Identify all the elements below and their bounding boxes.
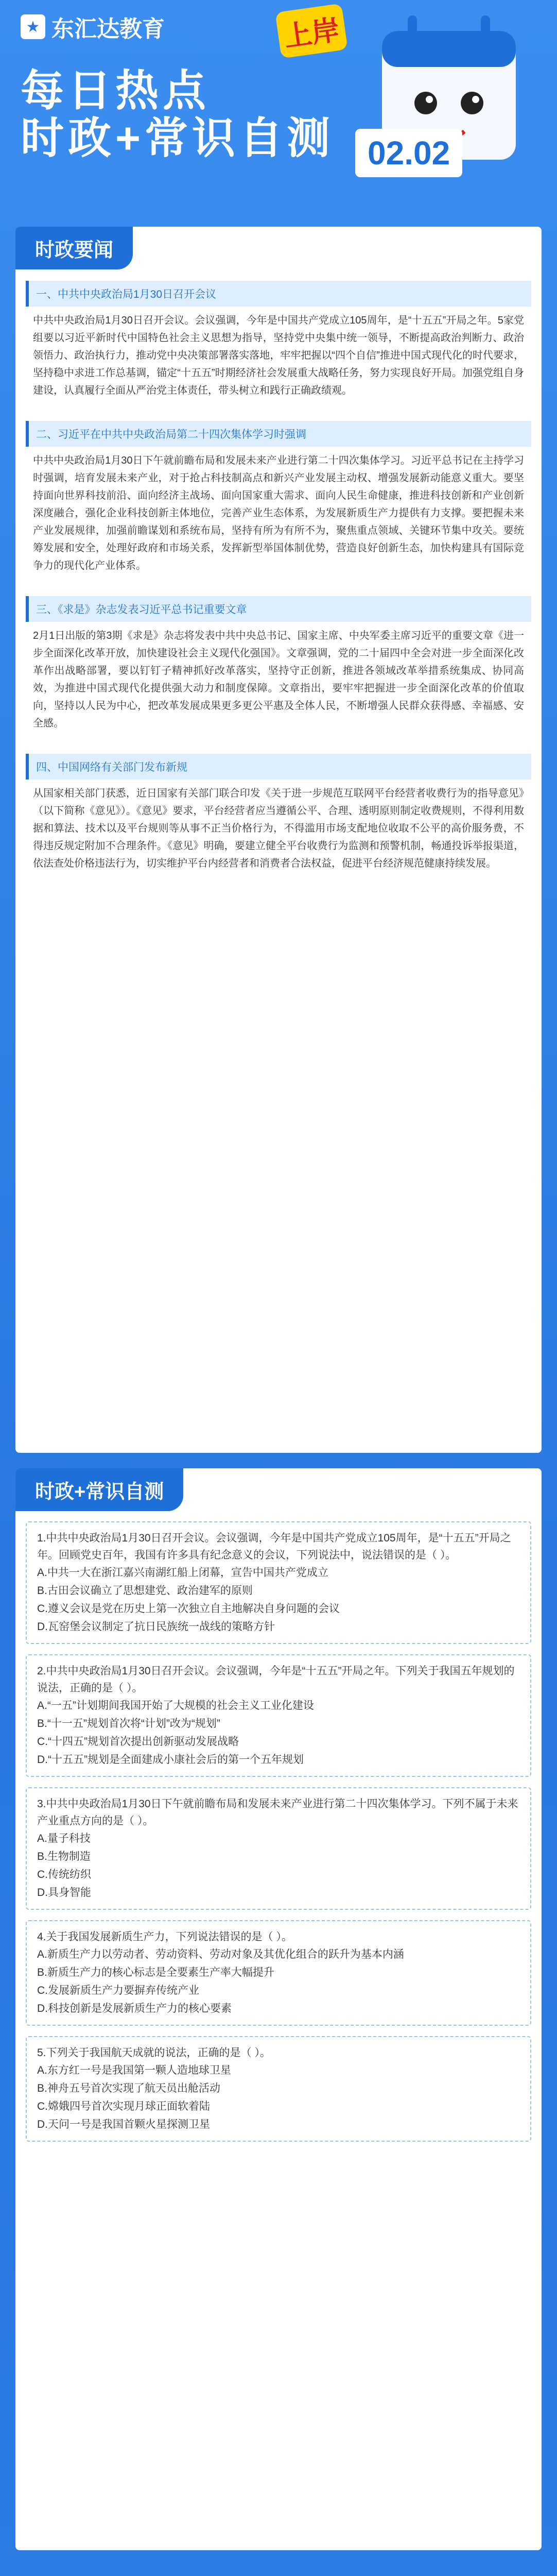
question-option: A.新质生产力以劳动者、劳动资料、劳动对象及其优化组合的跃升为基本内涵 [37, 1948, 404, 1960]
news-item [26, 754, 531, 883]
question-option: C.遵义会议是党在历史上第一次独立自主地解决自身问题的会议 [37, 1603, 340, 1615]
question-stem: 1.中共中央政治局1月30日召开会议。会议强调，今年是中国共产党成立105周年，是“十五五”开局之年。回顾党史百年，我国有许多具有纪念意义的会议，下列说法中，说法错误的是（ ）。 [37, 1532, 511, 1561]
question-option: A.量子科技 [37, 1833, 91, 1844]
question-option: D.具身智能 [37, 1887, 91, 1899]
question-option: B.“十一五”规划首次将“计划”改为“规划” [37, 1718, 220, 1730]
question-item [26, 1521, 531, 1644]
page-title [21, 67, 334, 162]
brand-name: 东汇达教育 [51, 16, 165, 42]
date-badge: 02.02 [355, 129, 462, 177]
question-stem: 3.中共中央政治局1月30日下午就前瞻布局和发展未来产业进行第二十四次集体学习。下列不属于未来产业重点方向的是（ ）。 [37, 1798, 518, 1827]
brand [21, 10, 165, 43]
news-section-title: 时政要闻 [15, 227, 133, 269]
header-banner [0, 0, 557, 222]
news-item-title: 四、中国网络有关部门发布新规 [26, 754, 531, 779]
news-item-title: 二、习近平在中共中央政治局第二十四次集体学习时强调 [26, 421, 531, 447]
question-stem: 5.下列关于我国航天成就的说法，正确的是（ ）。 [37, 2047, 271, 2059]
question-option: D.天问一号是我国首颗火星探测卫星 [37, 2119, 210, 2130]
news-item-title: 一、中共中央政治局1月30日召开会议 [26, 281, 531, 307]
question-option: C.传统纺织 [37, 1869, 91, 1880]
question-option: C.“十四五”规划首次提出创新驱动发展战略 [37, 1736, 239, 1748]
news-item-title: 三、《求是》杂志发表习近平总书记重要文章 [26, 596, 531, 622]
headline-line2: 时政+常识自测 [21, 114, 335, 163]
question-option: A.“一五”计划期间我国开始了大规模的社会主义工业化建设 [37, 1700, 314, 1711]
headline-line1: 每日热点 [21, 66, 211, 115]
news-item [26, 421, 531, 585]
news-item-body: 中共中央政治局1月30日召开会议。会议强调，今年是中国共产党成立105周年，是“十五五”开局之年。5家党组要以习近平新时代中国特色社会主义思想为指导，坚持党中央集中统一领导，不断提高政治判断力、政治领悟力、政治执行力，推动党中央决策部署落实落地，牢牢把握以“四个自信”推进中国式现代化的时代要求，坚持稳中求进工作总基调，锚定“十五五”时期经济社会发展重大战略任务，努力实现良好开局。加强党组自身建设，认真履行全面从严治党主体责任，带头树立和践行正确政绩观。 [33, 315, 524, 396]
question-stem: 2.中共中央政治局1月30日召开会议。会议强调，今年是“十五五”开局之年。下列关于我国五年规划的说法，正确的是（ ）。 [37, 1665, 515, 1694]
question-option: A.中共一大在浙江嘉兴南湖红船上闭幕，宣告中国共产党成立 [37, 1567, 328, 1579]
news-item [26, 596, 531, 742]
question-option: D.科技创新是发展新质生产力的核心要素 [37, 2003, 232, 2014]
question-option: D.“十五五”规划是全面建成小康社会后的第一个五年规划 [37, 1754, 304, 1766]
question-option: B.新质生产力的核心标志是全要素生产率大幅提升 [37, 1967, 274, 1978]
question-option: B.生物制造 [37, 1851, 91, 1862]
news-item-body: 2月1日出版的第3期《求是》杂志将发表中共中央总书记、国家主席、中央军委主席习近平的重要文章《进一步全面深化改革开放，加快建设社会主义现代化强国》。文章强调，党的二十届四中全会对进一步全面深化改革作出战略部署，要以钉钉子精神抓好改革落实，坚持守正创新，推进各领域改革举措系统集成、协同高效，为推进中国式现代化提供强大动力和制度保障。文章指出，要牢牢把握进一步全面深化改革的价值取向，坚持以人民为中心，把改革发展成果更多更公平惠及全体人民，不断增强人民群众获得感、幸福感、安全感。 [33, 630, 524, 729]
question-option: C.发展新质生产力要摒弃传统产业 [37, 1985, 199, 1996]
news-item-body: 从国家相关部门获悉，近日国家有关部门联合印发《关于进一步规范互联网平台经营者收费行为的指导意见》（以下简称《意见》）。《意见》要求，平台经营者应当遵循公平、合理、透明原则制定收费规则，不得利用数据和算法、技术以及平台规则等从事不正当价格行为，不得滥用市场支配地位收取不公平的高价服务费，不得违反规定附加不合理条件。《意见》明确，要建立健全平台收费行为监测和预警机制，畅通投诉举报渠道，依法查处价格违法行为，切实维护平台内经营者和消费者合法权益，促进平台经济规范健康持续发展。 [33, 788, 524, 869]
news-item-body: 中共中央政治局1月30日下午就前瞻布局和发展未来产业进行第二十四次集体学习。习近平总书记在主持学习时强调，培育发展未来产业，对于抢占科技制高点和新兴产业发展主动权、增强发展新动能意义重大。要坚持面向世界科技前沿、面向经济主战场、面向国家重大需求、面向人民生命健康，推进科技创新和产业创新深度融合，强化企业科技创新主体地位，完善产业生态体系，为发展新质生产力提供有力支撑。要把握未来产业发展规律，加强前瞻谋划和系统布局，坚持有所为有所不为，聚焦重点领域、关键环节集中攻关。要统筹发展和安全，处理好政府和市场关系，发挥新型举国体制优势，营造良好创新生态，加快构建具有国际竞争力的现代化产业体系。 [33, 455, 524, 571]
question-option: B.神舟五号首次实现了航天员出舱活动 [37, 2082, 220, 2094]
question-option: A.东方红一号是我国第一颗人造地球卫星 [37, 2064, 231, 2076]
news-card [15, 227, 542, 1453]
quiz-section-title: 时政+常识自测 [15, 1468, 183, 1511]
brand-logo-icon: ★ [21, 14, 45, 39]
promo-badge: 上岸 [275, 3, 347, 58]
question-option: D.瓦窑堡会议制定了抗日民族统一战线的策略方针 [37, 1621, 275, 1633]
question-option: B.古田会议确立了思想建党、政治建军的原则 [37, 1585, 253, 1597]
quiz-card [15, 1468, 542, 2550]
news-item [26, 281, 531, 410]
question-item [26, 1787, 531, 1910]
question-item [26, 1920, 531, 2026]
question-item [26, 2036, 531, 2142]
question-item [26, 1654, 531, 1777]
question-option: C.嫦娥四号首次实现月球正面软着陆 [37, 2100, 210, 2112]
question-stem: 4.关于我国发展新质生产力，下列说法错误的是（ ）。 [37, 1931, 292, 1943]
